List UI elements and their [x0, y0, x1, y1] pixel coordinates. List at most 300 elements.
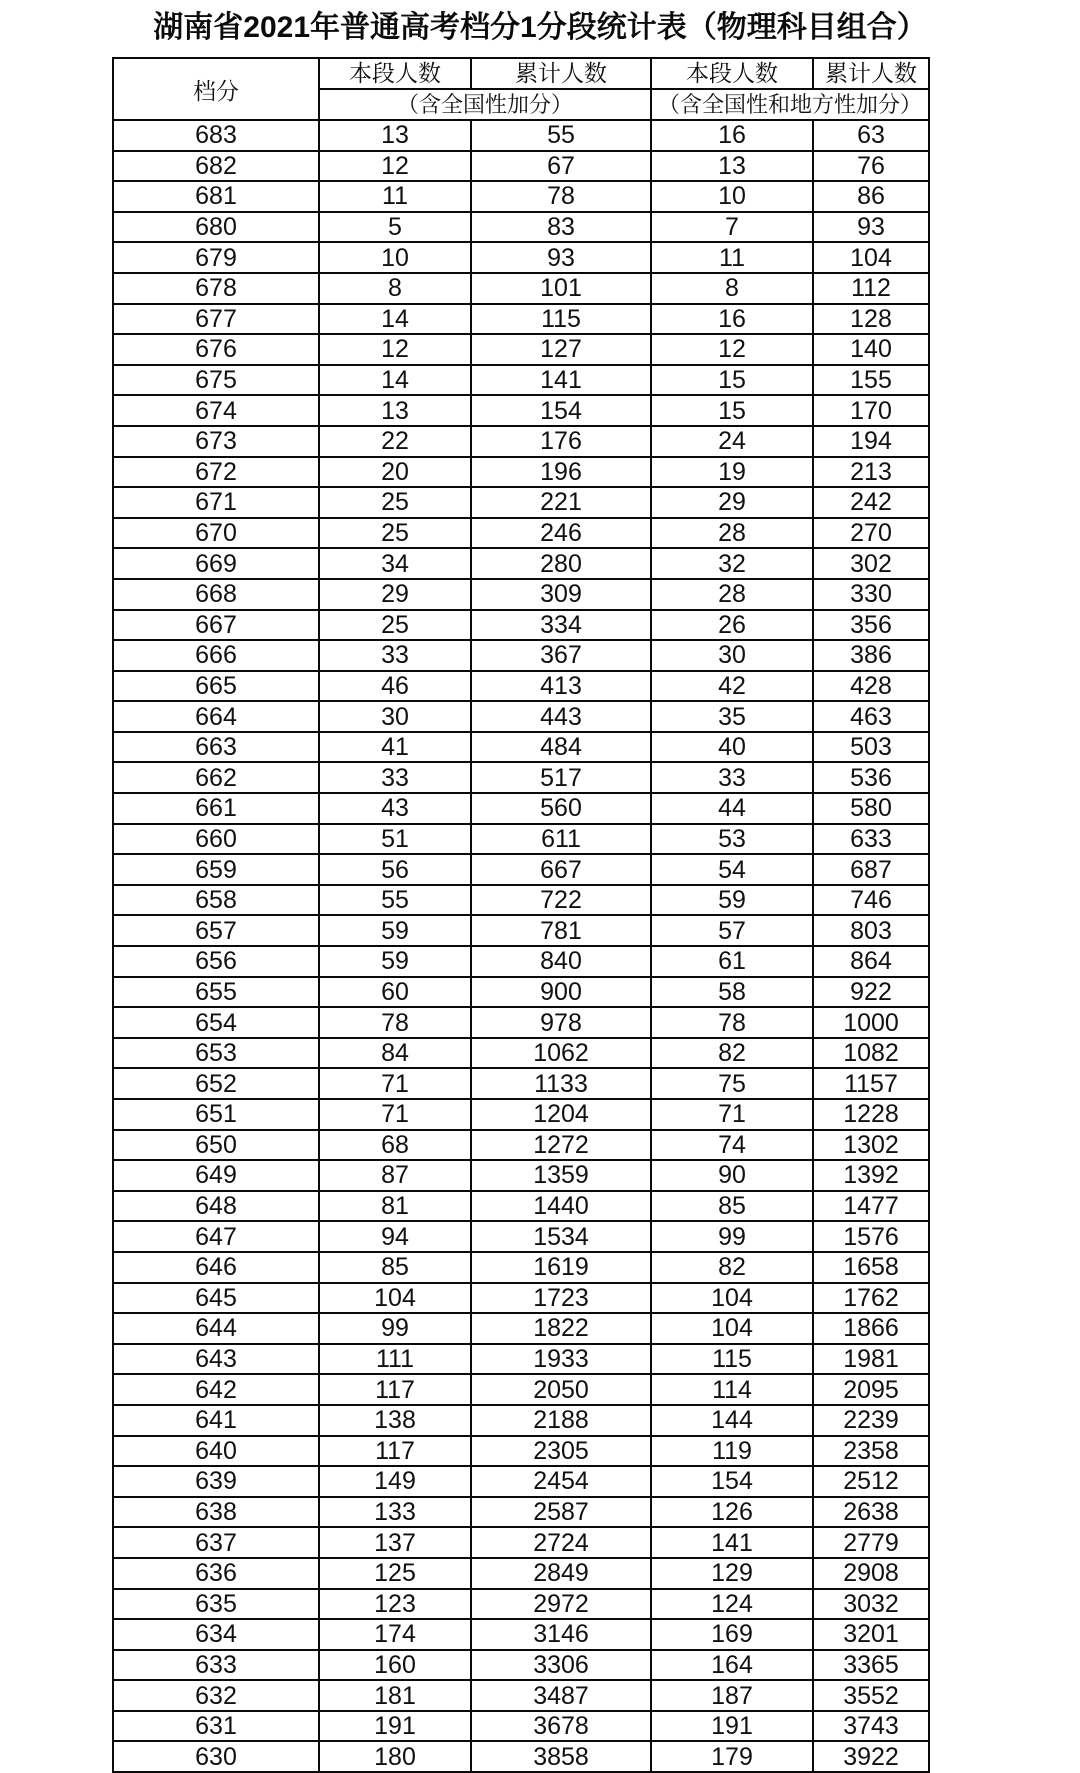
table-row	[113, 1130, 929, 1161]
cell-segment-national: 87	[319, 1160, 471, 1191]
cell-segment-national-local: 15	[651, 365, 813, 396]
table-row	[113, 273, 929, 304]
cell-cumulative-national: 1204	[471, 1099, 651, 1130]
cell-segment-national-local: 16	[651, 120, 813, 151]
cell-score: 662	[113, 762, 319, 793]
cell-segment-national-local: 11	[651, 242, 813, 273]
cell-segment-national-local: 35	[651, 701, 813, 732]
score-distribution-table	[112, 57, 930, 1773]
cell-segment-national-local: 126	[651, 1497, 813, 1528]
cell-segment-national: 33	[319, 640, 471, 671]
cell-score: 661	[113, 793, 319, 824]
cell-segment-national-local: 19	[651, 457, 813, 488]
cell-cumulative-national: 309	[471, 579, 651, 610]
cell-score: 668	[113, 579, 319, 610]
cell-segment-national: 117	[319, 1374, 471, 1405]
cell-segment-national-local: 90	[651, 1160, 813, 1191]
header-row-primary	[113, 58, 929, 89]
cell-cumulative-national-local: 194	[813, 426, 929, 457]
table-row	[113, 579, 929, 610]
cell-segment-national: 160	[319, 1650, 471, 1681]
cell-segment-national: 41	[319, 732, 471, 763]
cell-segment-national-local: 15	[651, 395, 813, 426]
table-row	[113, 1497, 929, 1528]
cell-cumulative-national-local: 2095	[813, 1374, 929, 1405]
cell-cumulative-national-local: 1000	[813, 1007, 929, 1038]
cell-cumulative-national: 141	[471, 365, 651, 396]
cell-segment-national-local: 74	[651, 1130, 813, 1161]
cell-score: 636	[113, 1558, 319, 1589]
cell-cumulative-national: 221	[471, 487, 651, 518]
cell-score: 633	[113, 1650, 319, 1681]
cell-segment-national: 117	[319, 1436, 471, 1467]
cell-segment-national-local: 124	[651, 1589, 813, 1620]
cell-cumulative-national: 3146	[471, 1619, 651, 1650]
score-distribution-table-container	[112, 57, 928, 1773]
cell-segment-national-local: 169	[651, 1619, 813, 1650]
cell-cumulative-national-local: 213	[813, 457, 929, 488]
cell-score: 631	[113, 1711, 319, 1742]
cell-cumulative-national: 900	[471, 977, 651, 1008]
cell-segment-national: 138	[319, 1405, 471, 1436]
cell-segment-national: 191	[319, 1711, 471, 1742]
cell-cumulative-national: 280	[471, 548, 651, 579]
header-note-national: （含全国性加分）	[319, 89, 651, 120]
cell-segment-national-local: 16	[651, 304, 813, 335]
cell-cumulative-national-local: 1157	[813, 1068, 929, 1099]
cell-score: 672	[113, 457, 319, 488]
header-cell-score: 档分	[113, 58, 319, 120]
table-row	[113, 1344, 929, 1375]
cell-cumulative-national: 93	[471, 242, 651, 273]
table-row	[113, 1466, 929, 1497]
cell-cumulative-national: 246	[471, 518, 651, 549]
cell-segment-national-local: 144	[651, 1405, 813, 1436]
cell-segment-national: 13	[319, 120, 471, 151]
cell-segment-national: 14	[319, 304, 471, 335]
cell-cumulative-national-local: 63	[813, 120, 929, 151]
cell-cumulative-national-local: 1762	[813, 1283, 929, 1314]
cell-cumulative-national-local: 3743	[813, 1711, 929, 1742]
table-row	[113, 1436, 929, 1467]
cell-segment-national: 55	[319, 885, 471, 916]
cell-score: 650	[113, 1130, 319, 1161]
cell-cumulative-national-local: 1392	[813, 1160, 929, 1191]
table-row	[113, 365, 929, 396]
cell-segment-national-local: 42	[651, 671, 813, 702]
cell-cumulative-national: 840	[471, 946, 651, 977]
page-title: 湖南省2021年普通高考档分1分段统计表（物理科目组合）	[153, 11, 927, 44]
cell-cumulative-national-local: 3552	[813, 1680, 929, 1711]
cell-cumulative-national: 1062	[471, 1038, 651, 1069]
cell-cumulative-national-local: 2358	[813, 1436, 929, 1467]
cell-score: 666	[113, 640, 319, 671]
cell-cumulative-national-local: 633	[813, 824, 929, 855]
cell-score: 644	[113, 1313, 319, 1344]
cell-segment-national: 5	[319, 212, 471, 243]
table-row	[113, 120, 929, 151]
cell-score: 664	[113, 701, 319, 732]
table-row	[113, 242, 929, 273]
cell-cumulative-national: 2972	[471, 1589, 651, 1620]
cell-segment-national-local: 28	[651, 518, 813, 549]
cell-segment-national-local: 13	[651, 151, 813, 182]
cell-cumulative-national-local: 463	[813, 701, 929, 732]
cell-segment-national-local: 141	[651, 1527, 813, 1558]
table-row	[113, 1283, 929, 1314]
cell-segment-national: 123	[319, 1589, 471, 1620]
cell-score: 641	[113, 1405, 319, 1436]
cell-segment-national-local: 75	[651, 1068, 813, 1099]
cell-cumulative-national: 1933	[471, 1344, 651, 1375]
cell-segment-national: 94	[319, 1221, 471, 1252]
table-row	[113, 824, 929, 855]
cell-segment-national: 71	[319, 1099, 471, 1130]
cell-segment-national: 30	[319, 701, 471, 732]
table-row	[113, 1405, 929, 1436]
cell-score: 660	[113, 824, 319, 855]
table-row	[113, 1068, 929, 1099]
cell-cumulative-national: 2305	[471, 1436, 651, 1467]
cell-segment-national: 71	[319, 1068, 471, 1099]
cell-cumulative-national: 484	[471, 732, 651, 763]
cell-cumulative-national: 560	[471, 793, 651, 824]
cell-cumulative-national-local: 580	[813, 793, 929, 824]
table-row	[113, 151, 929, 182]
table-row	[113, 1374, 929, 1405]
cell-segment-national-local: 82	[651, 1038, 813, 1069]
table-row	[113, 762, 929, 793]
cell-segment-national-local: 40	[651, 732, 813, 763]
header-cell-segment-national: 本段人数	[319, 58, 471, 89]
cell-segment-national: 81	[319, 1191, 471, 1222]
cell-segment-national: 149	[319, 1466, 471, 1497]
header-cell-segment-national-local: 本段人数	[651, 58, 813, 89]
table-row	[113, 1038, 929, 1069]
cell-segment-national-local: 187	[651, 1680, 813, 1711]
cell-segment-national-local: 71	[651, 1099, 813, 1130]
cell-score: 653	[113, 1038, 319, 1069]
cell-cumulative-national-local: 2908	[813, 1558, 929, 1589]
cell-cumulative-national: 3306	[471, 1650, 651, 1681]
cell-segment-national: 14	[319, 365, 471, 396]
cell-cumulative-national-local: 330	[813, 579, 929, 610]
cell-cumulative-national: 781	[471, 915, 651, 946]
cell-cumulative-national: 154	[471, 395, 651, 426]
cell-score: 642	[113, 1374, 319, 1405]
cell-score: 639	[113, 1466, 319, 1497]
cell-score: 647	[113, 1221, 319, 1252]
cell-segment-national-local: 32	[651, 548, 813, 579]
table-row	[113, 701, 929, 732]
cell-cumulative-national: 334	[471, 610, 651, 641]
cell-score: 635	[113, 1589, 319, 1620]
cell-cumulative-national-local: 864	[813, 946, 929, 977]
table-row	[113, 977, 929, 1008]
table-row	[113, 1680, 929, 1711]
cell-segment-national: 51	[319, 824, 471, 855]
table-row	[113, 1160, 929, 1191]
cell-segment-national: 68	[319, 1130, 471, 1161]
table-row	[113, 946, 929, 977]
cell-cumulative-national: 517	[471, 762, 651, 793]
cell-score: 663	[113, 732, 319, 763]
cell-segment-national: 137	[319, 1527, 471, 1558]
cell-cumulative-national-local: 155	[813, 365, 929, 396]
table-row	[113, 1619, 929, 1650]
cell-cumulative-national-local: 3032	[813, 1589, 929, 1620]
table-row	[113, 426, 929, 457]
cell-cumulative-national: 1619	[471, 1252, 651, 1283]
cell-segment-national-local: 129	[651, 1558, 813, 1589]
cell-score: 634	[113, 1619, 319, 1650]
cell-cumulative-national-local: 503	[813, 732, 929, 763]
table-row	[113, 1558, 929, 1589]
cell-score: 673	[113, 426, 319, 457]
cell-score: 640	[113, 1436, 319, 1467]
cell-cumulative-national: 115	[471, 304, 651, 335]
cell-cumulative-national: 78	[471, 181, 651, 212]
cell-cumulative-national: 2724	[471, 1527, 651, 1558]
cell-segment-national: 180	[319, 1741, 471, 1772]
cell-cumulative-national-local: 1477	[813, 1191, 929, 1222]
cell-cumulative-national: 2587	[471, 1497, 651, 1528]
cell-cumulative-national-local: 270	[813, 518, 929, 549]
cell-cumulative-national-local: 1082	[813, 1038, 929, 1069]
cell-cumulative-national: 1359	[471, 1160, 651, 1191]
cell-segment-national-local: 179	[651, 1741, 813, 1772]
cell-cumulative-national: 127	[471, 334, 651, 365]
cell-segment-national-local: 115	[651, 1344, 813, 1375]
cell-score: 637	[113, 1527, 319, 1558]
cell-segment-national-local: 10	[651, 181, 813, 212]
cell-segment-national-local: 61	[651, 946, 813, 977]
cell-cumulative-national-local: 93	[813, 212, 929, 243]
cell-segment-national-local: 12	[651, 334, 813, 365]
cell-cumulative-national-local: 922	[813, 977, 929, 1008]
cell-segment-national: 10	[319, 242, 471, 273]
cell-segment-national: 59	[319, 946, 471, 977]
cell-segment-national-local: 119	[651, 1436, 813, 1467]
table-row	[113, 212, 929, 243]
cell-segment-national: 25	[319, 518, 471, 549]
cell-score: 657	[113, 915, 319, 946]
cell-segment-national: 25	[319, 610, 471, 641]
cell-cumulative-national: 2188	[471, 1405, 651, 1436]
cell-segment-national: 84	[319, 1038, 471, 1069]
cell-cumulative-national: 1822	[471, 1313, 651, 1344]
table-row	[113, 487, 929, 518]
cell-score: 654	[113, 1007, 319, 1038]
cell-score: 659	[113, 854, 319, 885]
cell-cumulative-national: 2849	[471, 1558, 651, 1589]
table-row	[113, 395, 929, 426]
cell-cumulative-national: 1440	[471, 1191, 651, 1222]
cell-segment-national: 56	[319, 854, 471, 885]
cell-segment-national: 43	[319, 793, 471, 824]
table-row	[113, 1711, 929, 1742]
cell-cumulative-national-local: 687	[813, 854, 929, 885]
cell-cumulative-national-local: 112	[813, 273, 929, 304]
cell-segment-national: 174	[319, 1619, 471, 1650]
cell-segment-national: 13	[319, 395, 471, 426]
cell-cumulative-national: 1723	[471, 1283, 651, 1314]
table-row	[113, 1527, 929, 1558]
cell-segment-national: 8	[319, 273, 471, 304]
cell-score: 643	[113, 1344, 319, 1375]
cell-segment-national-local: 8	[651, 273, 813, 304]
table-row	[113, 1099, 929, 1130]
cell-score: 680	[113, 212, 319, 243]
table-row	[113, 640, 929, 671]
cell-cumulative-national-local: 140	[813, 334, 929, 365]
table-row	[113, 1650, 929, 1681]
cell-score: 675	[113, 365, 319, 396]
cell-score: 676	[113, 334, 319, 365]
table-row	[113, 548, 929, 579]
cell-cumulative-national: 978	[471, 1007, 651, 1038]
cell-segment-national-local: 104	[651, 1283, 813, 1314]
cell-cumulative-national: 67	[471, 151, 651, 182]
cell-segment-national: 104	[319, 1283, 471, 1314]
cell-cumulative-national: 2454	[471, 1466, 651, 1497]
cell-cumulative-national-local: 3922	[813, 1741, 929, 1772]
header-cell-cumulative-national-local: 累计人数	[813, 58, 929, 89]
cell-score: 632	[113, 1680, 319, 1711]
cell-cumulative-national: 1534	[471, 1221, 651, 1252]
table-row	[113, 518, 929, 549]
cell-segment-national: 34	[319, 548, 471, 579]
cell-cumulative-national: 83	[471, 212, 651, 243]
cell-segment-national-local: 57	[651, 915, 813, 946]
table-row	[113, 1313, 929, 1344]
cell-cumulative-national-local: 128	[813, 304, 929, 335]
table-row	[113, 1191, 929, 1222]
cell-cumulative-national: 55	[471, 120, 651, 151]
cell-score: 683	[113, 120, 319, 151]
table-body	[113, 120, 929, 1772]
cell-score: 652	[113, 1068, 319, 1099]
cell-cumulative-national-local: 746	[813, 885, 929, 916]
table-row	[113, 915, 929, 946]
table-row	[113, 610, 929, 641]
cell-segment-national-local: 59	[651, 885, 813, 916]
table-row	[113, 304, 929, 335]
cell-segment-national: 22	[319, 426, 471, 457]
cell-score: 649	[113, 1160, 319, 1191]
cell-cumulative-national-local: 170	[813, 395, 929, 426]
cell-segment-national: 12	[319, 334, 471, 365]
cell-segment-national-local: 30	[651, 640, 813, 671]
cell-score: 682	[113, 151, 319, 182]
cell-segment-national: 60	[319, 977, 471, 1008]
cell-score: 665	[113, 671, 319, 702]
cell-segment-national: 12	[319, 151, 471, 182]
cell-cumulative-national-local: 104	[813, 242, 929, 273]
cell-segment-national: 46	[319, 671, 471, 702]
cell-cumulative-national-local: 428	[813, 671, 929, 702]
cell-cumulative-national: 3487	[471, 1680, 651, 1711]
header-note-national-local: （含全国性和地方性加分）	[651, 89, 929, 120]
cell-score: 638	[113, 1497, 319, 1528]
table-row	[113, 1741, 929, 1772]
cell-cumulative-national-local: 242	[813, 487, 929, 518]
cell-cumulative-national-local: 3201	[813, 1619, 929, 1650]
cell-segment-national-local: 29	[651, 487, 813, 518]
cell-segment-national-local: 44	[651, 793, 813, 824]
cell-score: 681	[113, 181, 319, 212]
cell-cumulative-national: 3858	[471, 1741, 651, 1772]
table-row	[113, 181, 929, 212]
cell-cumulative-national: 367	[471, 640, 651, 671]
table-row	[113, 1589, 929, 1620]
cell-cumulative-national-local: 1658	[813, 1252, 929, 1283]
cell-segment-national: 85	[319, 1252, 471, 1283]
cell-segment-national-local: 53	[651, 824, 813, 855]
cell-cumulative-national: 722	[471, 885, 651, 916]
cell-score: 630	[113, 1741, 319, 1772]
cell-cumulative-national: 3678	[471, 1711, 651, 1742]
cell-cumulative-national-local: 86	[813, 181, 929, 212]
cell-segment-national: 59	[319, 915, 471, 946]
cell-cumulative-national: 2050	[471, 1374, 651, 1405]
cell-score: 670	[113, 518, 319, 549]
cell-segment-national: 133	[319, 1497, 471, 1528]
table-row	[113, 671, 929, 702]
cell-score: 674	[113, 395, 319, 426]
cell-segment-national-local: 58	[651, 977, 813, 1008]
table-header	[113, 58, 929, 120]
cell-score: 655	[113, 977, 319, 1008]
cell-segment-national-local: 164	[651, 1650, 813, 1681]
cell-segment-national-local: 154	[651, 1466, 813, 1497]
cell-cumulative-national-local: 2638	[813, 1497, 929, 1528]
cell-score: 678	[113, 273, 319, 304]
cell-cumulative-national: 1272	[471, 1130, 651, 1161]
cell-segment-national-local: 54	[651, 854, 813, 885]
cell-cumulative-national-local: 76	[813, 151, 929, 182]
cell-cumulative-national-local: 302	[813, 548, 929, 579]
table-row	[113, 732, 929, 763]
cell-segment-national-local: 24	[651, 426, 813, 457]
cell-score: 646	[113, 1252, 319, 1283]
cell-score: 669	[113, 548, 319, 579]
table-row	[113, 1007, 929, 1038]
table-row	[113, 1221, 929, 1252]
cell-segment-national-local: 28	[651, 579, 813, 610]
cell-segment-national: 181	[319, 1680, 471, 1711]
table-row	[113, 457, 929, 488]
cell-segment-national: 25	[319, 487, 471, 518]
cell-cumulative-national: 101	[471, 273, 651, 304]
cell-cumulative-national: 1133	[471, 1068, 651, 1099]
cell-cumulative-national-local: 356	[813, 610, 929, 641]
cell-segment-national-local: 114	[651, 1374, 813, 1405]
cell-segment-national-local: 104	[651, 1313, 813, 1344]
cell-cumulative-national-local: 2239	[813, 1405, 929, 1436]
cell-cumulative-national-local: 1576	[813, 1221, 929, 1252]
header-cell-cumulative-national: 累计人数	[471, 58, 651, 89]
cell-segment-national: 20	[319, 457, 471, 488]
cell-segment-national: 99	[319, 1313, 471, 1344]
table-row	[113, 1252, 929, 1283]
cell-cumulative-national-local: 536	[813, 762, 929, 793]
cell-cumulative-national: 196	[471, 457, 651, 488]
cell-cumulative-national-local: 2512	[813, 1466, 929, 1497]
cell-score: 677	[113, 304, 319, 335]
cell-score: 679	[113, 242, 319, 273]
cell-score: 648	[113, 1191, 319, 1222]
